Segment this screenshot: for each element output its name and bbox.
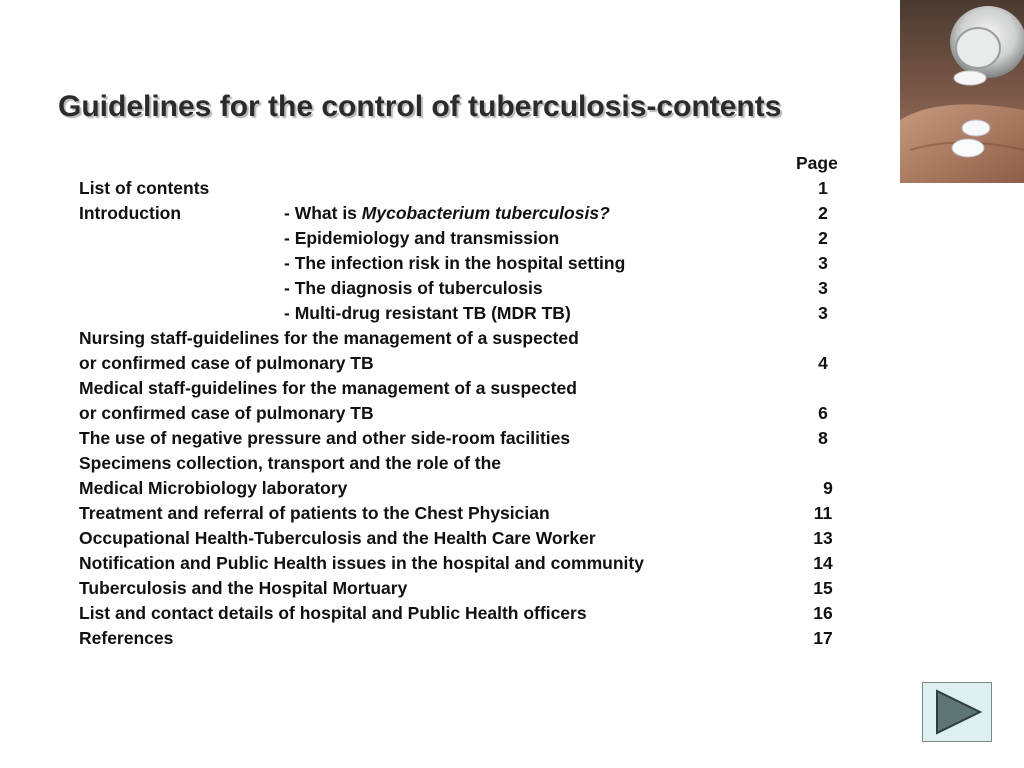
toc-entry-page: 13 xyxy=(813,528,833,548)
toc-entry-text: Introduction xyxy=(79,203,182,223)
toc-entry-page: 2 xyxy=(818,228,828,248)
toc-entry-page: 1 xyxy=(818,178,828,198)
toc-entry-page: 9 xyxy=(823,478,833,498)
toc-subentry-italic: Mycobacterium tuberculosis? xyxy=(361,203,610,223)
toc-entry-text: Medical staff-guidelines for the management of a suspected xyxy=(79,378,577,398)
toc-entry-page: 3 xyxy=(818,278,828,298)
toc-entry-page: 16 xyxy=(813,603,833,623)
toc-subentry-text: - Epidemiology and transmission xyxy=(284,228,560,248)
toc-subentry-text: - The infection risk in the hospital setting xyxy=(284,253,626,273)
toc-entry-page: 2 xyxy=(818,203,828,223)
page-column-header: Page xyxy=(796,153,838,173)
toc-entry-text: List and contact details of hospital and Public Health officers xyxy=(79,603,587,623)
toc-entry-text: or confirmed case of pulmonary TB xyxy=(79,353,374,373)
toc-entry-text: Occupational Health-Tuberculosis and the Health Care Worker xyxy=(79,528,596,548)
toc-entry-page: 15 xyxy=(813,578,833,598)
toc-entry-text: Treatment and referral of patients to the Chest Physician xyxy=(79,503,550,523)
toc-entry-page: 8 xyxy=(818,428,828,448)
toc-subentry-prefix: - What is xyxy=(284,203,362,223)
toc-entry-text: or confirmed case of pulmonary TB xyxy=(79,403,374,423)
next-slide-button[interactable] xyxy=(922,682,992,742)
toc-entry-page: 6 xyxy=(818,403,828,423)
toc-subentry-text: - Multi-drug resistant TB (MDR TB) xyxy=(284,303,571,323)
toc-entry-page: 11 xyxy=(813,503,833,523)
toc-entry-text: Notification and Public Health issues in the hospital and community xyxy=(79,553,644,573)
toc-entry-text: Nursing staff-guidelines for the management of a suspected xyxy=(79,328,579,348)
toc-entry-text: Tuberculosis and the Hospital Mortuary xyxy=(79,578,408,598)
toc-subentry-text xyxy=(284,202,610,224)
play-arrow-icon xyxy=(923,683,991,741)
toc-entry-text: The use of negative pressure and other side-room facilities xyxy=(79,428,571,448)
toc-entry-page: 4 xyxy=(818,353,828,373)
page-title: Guidelines for the control of tuberculosis-contents xyxy=(58,90,782,123)
toc-subentry-text: - The diagnosis of tuberculosis xyxy=(284,278,543,298)
toc-entry-text: Specimens collection, transport and the role of the xyxy=(79,453,502,473)
toc-entry-text: List of contents xyxy=(79,178,210,198)
toc-entry-page: 17 xyxy=(813,628,833,648)
toc-entry-page: 3 xyxy=(818,253,828,273)
toc-entry-page: 3 xyxy=(818,303,828,323)
toc-entry-text: Medical Microbiology laboratory xyxy=(79,478,348,498)
toc-entry-page: 14 xyxy=(813,553,833,573)
toc-entry-text: References xyxy=(79,628,174,648)
